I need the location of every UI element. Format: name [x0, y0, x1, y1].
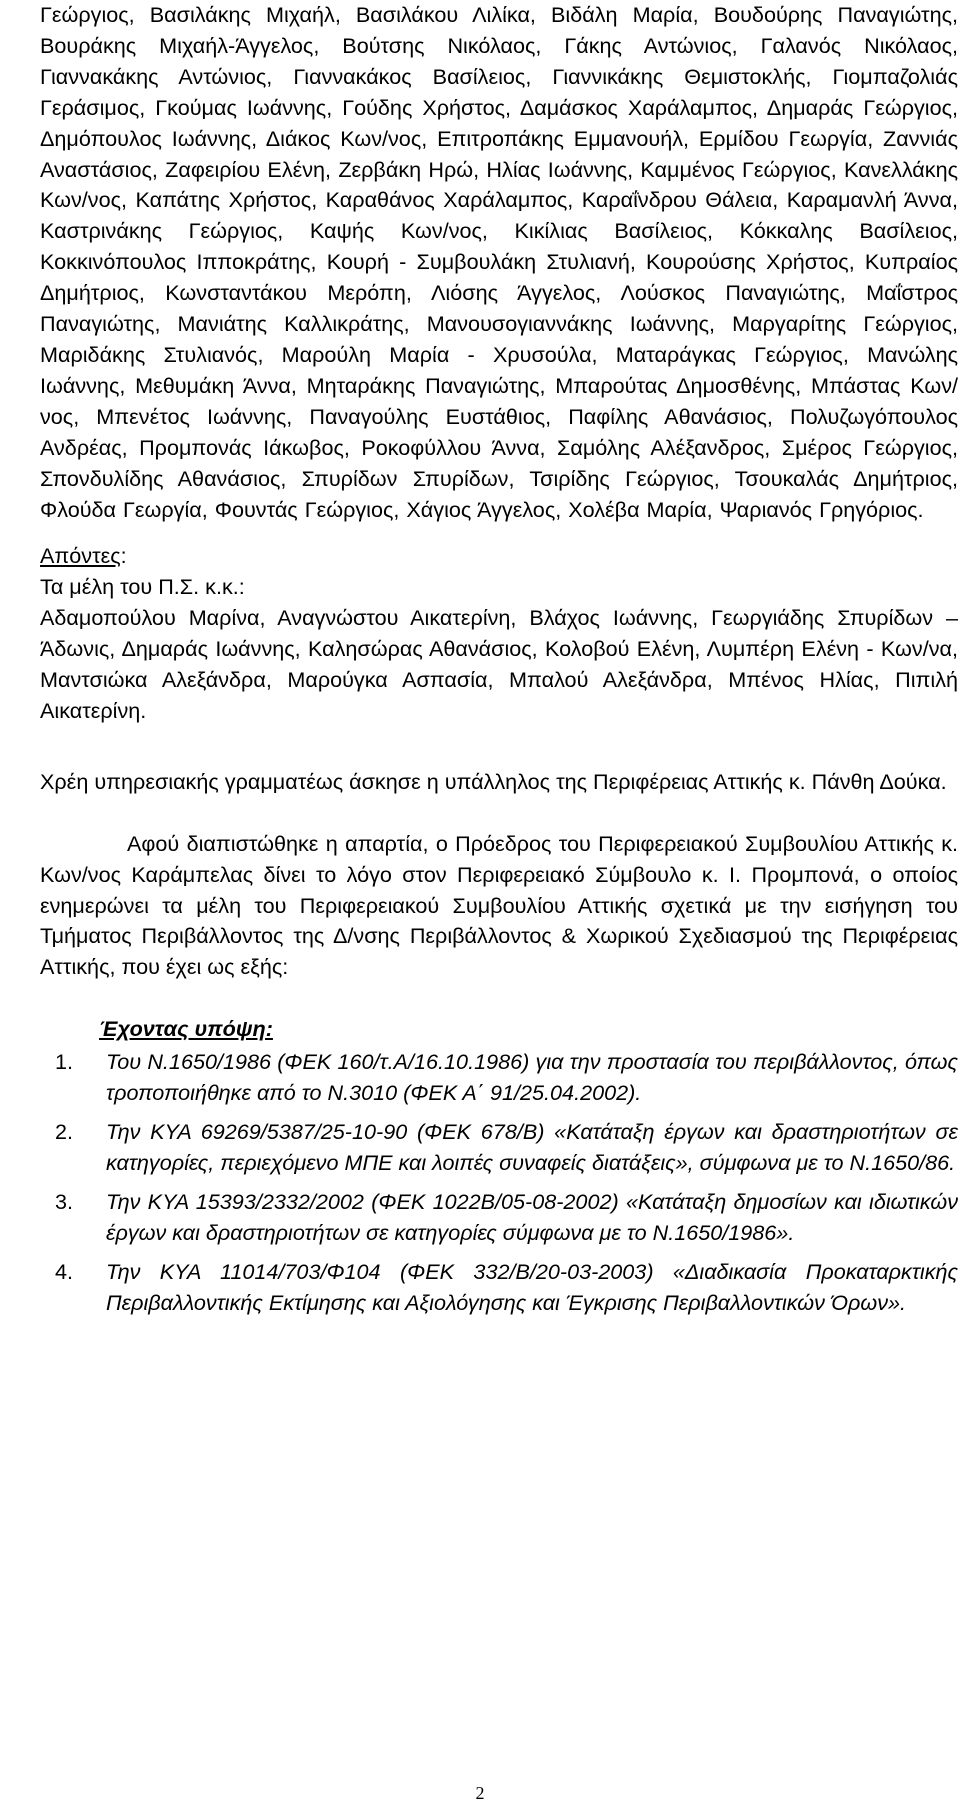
present-members-list: Γεώργιος, Βασιλάκης Μιχαήλ, Βασιλάκου Λιλίκα, Βιδάλη Μαρία, Βουδούρης Παναγιώτης, Βουράκης Μιχαήλ-Άγγελος, Βούτσης Νικόλαος, Γάκης Αντώνιος, Γαλανός Νικόλαος, Γιαννακάκης Αντώνιος, Γιαννακάκος Βασίλειος, Γιαννικάκης Θεμιστοκλής, Γιομπαζολιάς Γεράσιμος, Γκούμας Ιωάννης, Γούδης Χρήστος, Δαμάσκος Χαράλαμπος, Δημαράς Γεώργιος, Δημόπουλος Ιωάννης, Διάκος Κων/νος, Επιτροπάκης Εμμανουήλ, Ερμίδου Γεωργία, Ζαννιάς Αναστάσιος, Ζαφειρίου Ελένη, Ζερβάκη Ηρώ, Ηλίας Ιωάννης, Καμμένος Γεώργιος, Κανελλάκης Κων/νος, Καπάτης Χρήστος, Καραθάνος Χαράλαμπος, Καραΐνδρου Θάλεια, Καραμανλή Άννα, Καστρινάκης Γεώργιος, Καψής Κων/νος, Κικίλιας Βασίλειος, Κόκκαλης Βασίλειος, Κοκκινόπουλος Ιπποκράτης, Κουρή - Συμβουλάκη Στυλιανή, Κουρούσης Χρήστος, Κυπραίος Δημήτριος, Κωνσταντάκου Μερόπη, Λιόσης Άγγελος, Λούσκος Παναγιώτης, Μαΐστρος Παναγιώτης, Μανιάτης Καλλικράτης, Μανουσογιαννάκης Ιωάννης, Μαργαρίτης Γεώργιος, Μαριδάκης Στυλιανός, Μαρούλη Μαρία - Χρυσούλα, Ματαράγκας Γεώργιος, Μανώλης Ιωάννης, Μεθυμάκη Άννα, Μηταράκης Παναγιώτης, Μπαρούτας Δημοσθένης, Μπάστας Κων/νος, Μπενέτος Ιωάννης, Παναγούλης Ευστάθιος, Παφίλης Αθανάσιος, Πολυζωγόπουλος Ανδρέας, Προμπονάς Ιάκωβος, Ροκοφύλλου Άννα, Σαμόλης Αλέξανδρος, Σμέρος Γεώργιος, Σπονδυλίδης Αθανάσιος, Σπυρίδων Σπυρίδων, Τσιρίδης Γεώργιος, Τσουκαλάς Δημήτριος, Φλούδα Γεωργία, Φουντάς Γεώργιος, Χάγιος Άγγελος, Χολέβα Μαρία, Ψαριανός Γρηγόριος.	[40, 2, 958, 522]
page-number: 2	[475, 1783, 485, 1803]
reference-text: Του Ν.1650/1986 (ΦΕΚ 160/τ.Α/16.10.1986) για την προστασία του περιβάλλοντος, όπως τροποποιήθηκε από το Ν.3010 (ΦΕΚ Α΄ 91/25.04.2002).	[106, 1049, 958, 1106]
secretary-paragraph: Χρέη υπηρεσιακής γραμματέως άσκησε η υπάλληλος της Περιφέρειας Αττικής κ. Πάνθη Δούκα.	[40, 768, 947, 794]
reference-number: 2.	[55, 1119, 74, 1144]
reference-number: 4.	[55, 1258, 74, 1284]
absent-members-list: Αδαμοπούλου Μαρίνα, Αναγνώστου Αικατερίνη, Βλάχος Ιωάννης, Γεωργιάδης Σπυρίδων – Άδωνις, Δημαράς Ιωάννης, Καλησώρας Αθανάσιος, Κολοβού Ελένη, Λυμπέρη Ελένη - Κων/να, Μαντσιώκα Αλεξάνδρα, Μαρούγκα Ασπασία, Μπαλού Αλεξάνδρα, Μπένος Ηλίας, Πιπιλή Αικατερίνη.	[40, 605, 958, 723]
reference-text: Την ΚΥΑ 69269/5387/25-10-90 (ΦΕΚ 678/Β) «Κατάταξη έργων και δραστηριοτήτων σε κατηγορίες, περιεχόμενο ΜΠΕ και λοιπές συναφείς διατάξεις», σύμφωνα με το Ν.1650/86.	[106, 1119, 958, 1175]
considering-heading: Έχοντας υπόψη:	[99, 1016, 273, 1042]
absent-heading-colon: :	[120, 543, 127, 569]
intro-paragraph: Αφού διαπιστώθηκε η απαρτία, ο Πρόεδρος του Περιφερειακού Συμβουλίου Αττικής κ. Κων/νος Καράμπελας δίνει το λόγο στον Περιφερειακό Σύμβουλο κ. Ι. Προμπονά, ο οποίος ενημερώνει τα μέλη του Περιφερειακού Συμβουλίου Αττικής σχετικά με την εισήγηση του Τμήματος Περιβάλλοντος της Δ/νσης Περιβάλλοντος & Χωρικού Σχεδιασμού της Περιφέρειας Αττικής, που έχει ως εξής:	[40, 830, 958, 980]
reference-number: 3.	[55, 1188, 74, 1214]
absent-heading-label: Απόντες	[40, 543, 121, 569]
reference-item	[40, 1257, 958, 1319]
reference-text: Την ΚΥΑ 15393/2332/2002 (ΦΕΚ 1022Β/05-08-2002) «Κατάταξη δημοσίων και ιδιωτικών έργων και δραστηριοτήτων σε κατηγορίες σύμφωνα με το Ν.1650/1986».	[106, 1188, 958, 1245]
document-body	[40, 0, 958, 1326]
reference-text: Την ΚΥΑ 11014/703/Φ104 (ΦΕΚ 332/Β/20-03-2003) «Διαδικασία Προκαταρκτικής Περιβαλλοντικής Εκτίμησης και Αξιολόγησης και Έγκρισης Περιβαλλοντικών Όρων».	[106, 1258, 958, 1315]
reference-item	[40, 1187, 958, 1249]
references-list	[40, 1047, 958, 1318]
reference-item	[40, 1047, 958, 1109]
absent-subtitle: Τα μέλη του Π.Σ. κ.κ.:	[40, 574, 245, 600]
reference-item	[40, 1117, 958, 1179]
reference-number: 1.	[55, 1049, 74, 1075]
absent-heading	[40, 541, 958, 572]
